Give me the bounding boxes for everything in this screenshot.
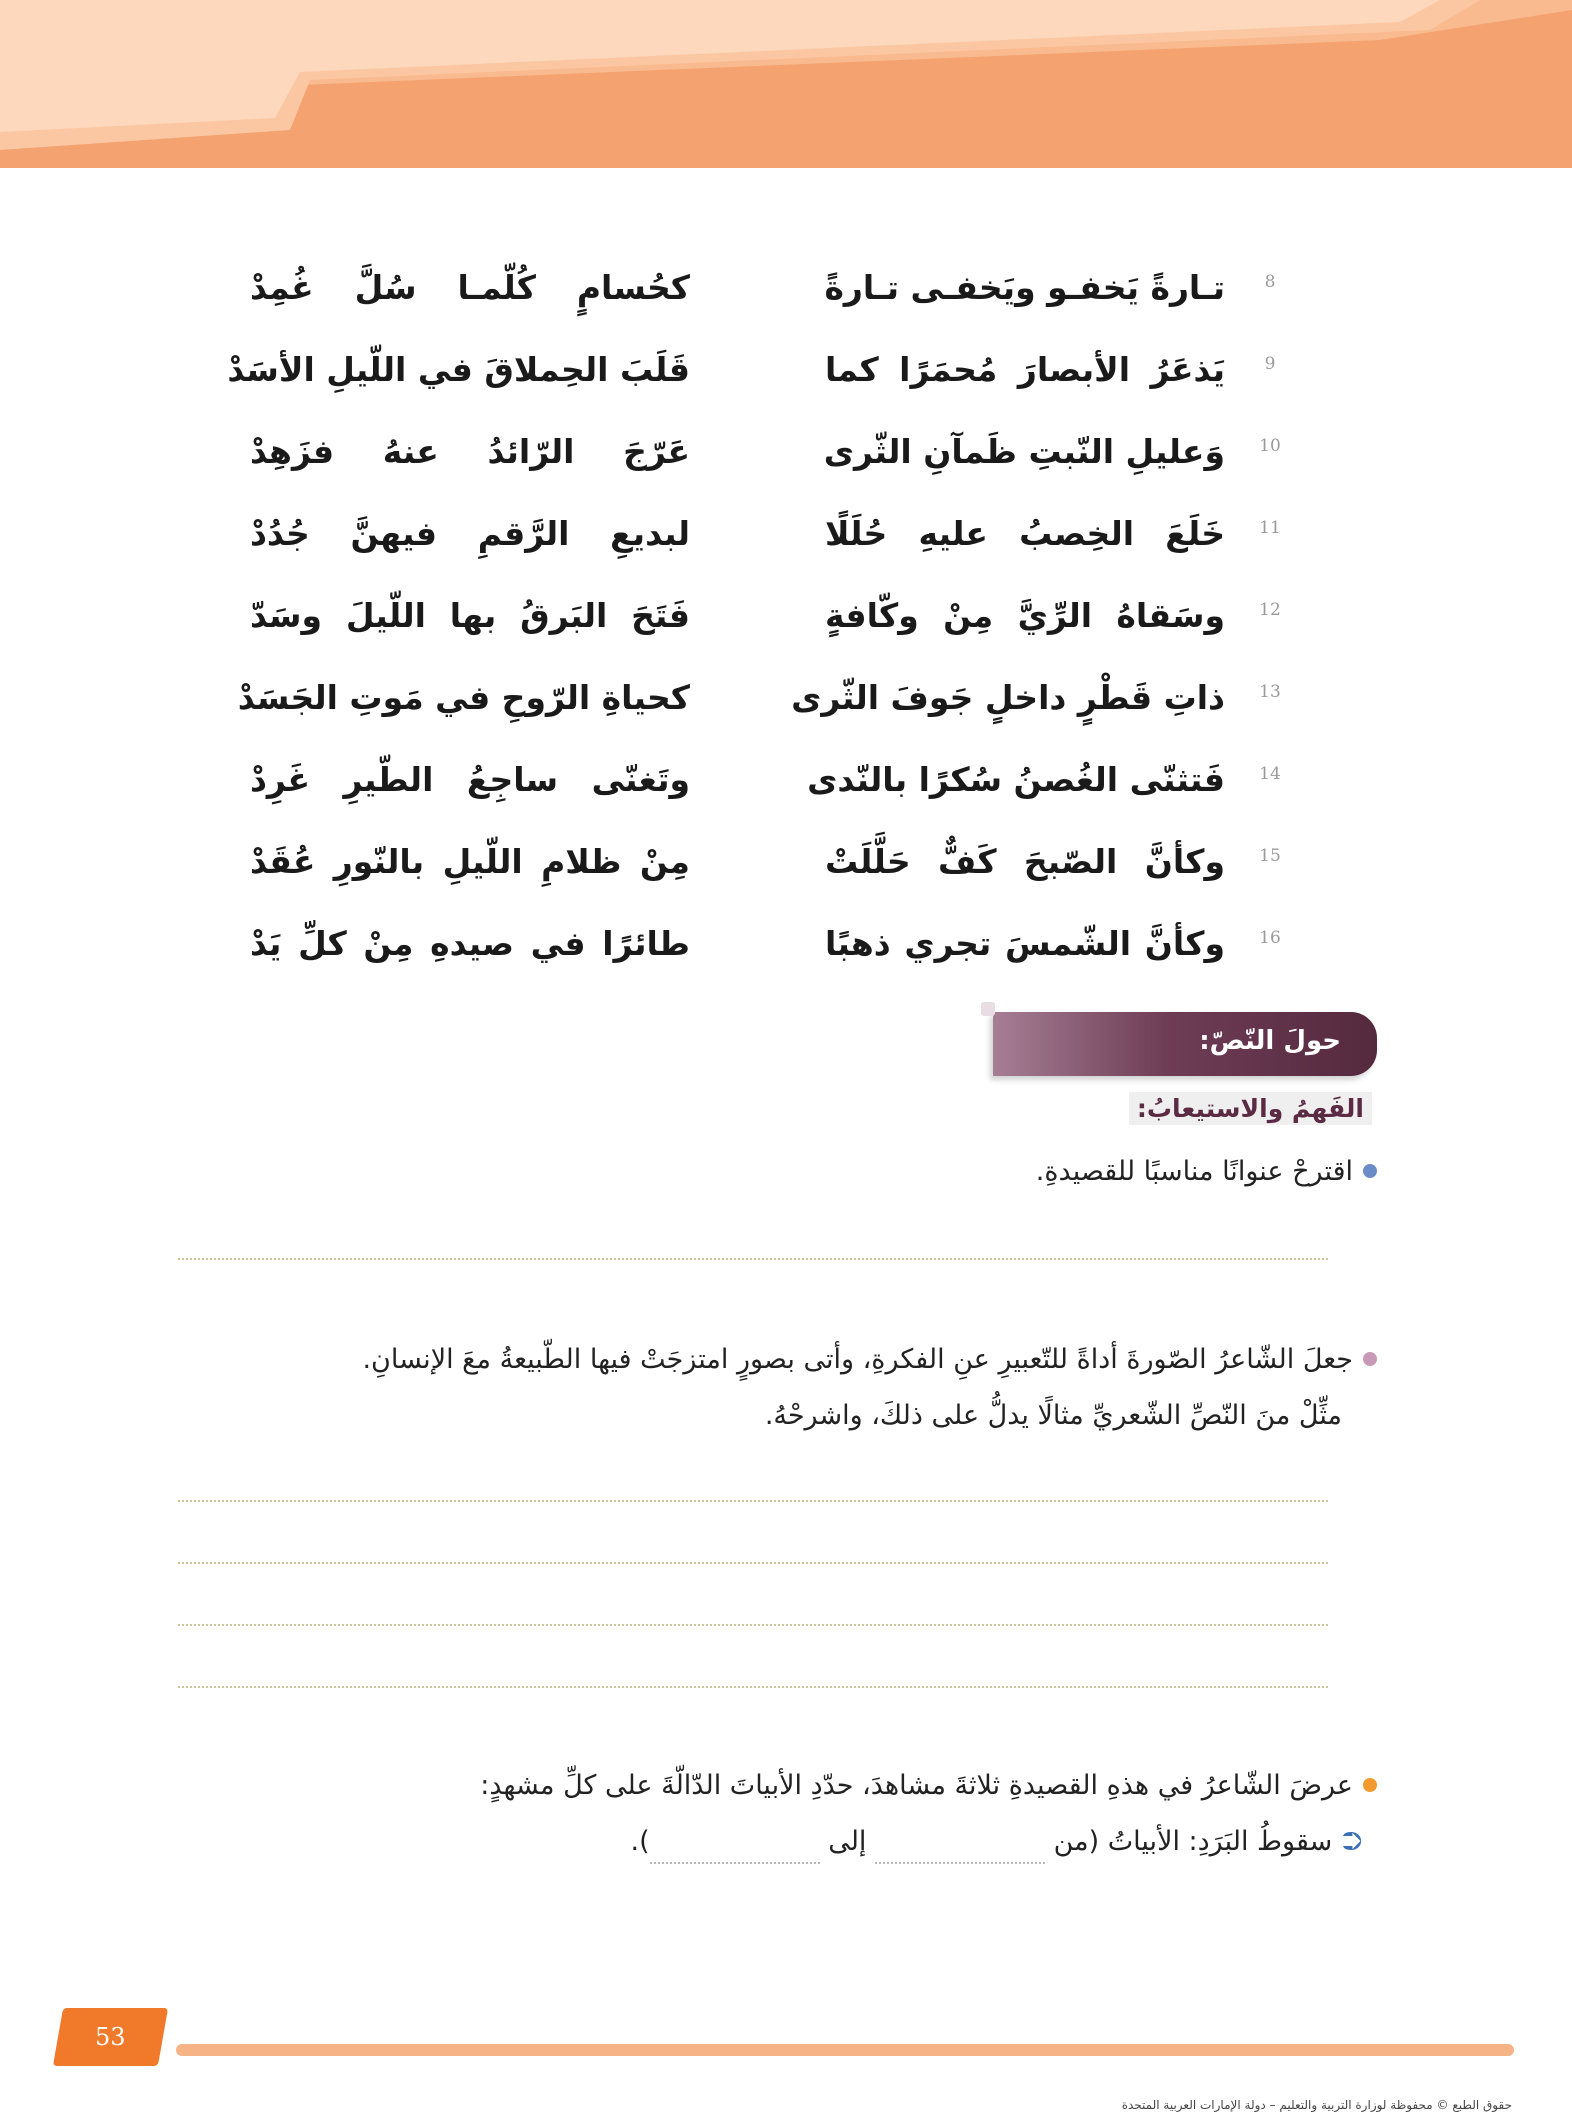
verse <box>230 504 1290 564</box>
verse-second-hemistich: كحياةِ الرّوحِ في مَوتِ الجَسَدْ <box>237 678 690 717</box>
arrow-icon: ⮊ <box>1342 1827 1362 1857</box>
verse-number: 14 <box>1259 764 1281 784</box>
question-3-text: عرضَ الشّاعرُ في هذهِ القصيدةِ ثلاثةَ مشاهدَ، حدّدِ الأبياتَ الدّالّةَ على كلِّ مشهدٍ: <box>480 1770 1353 1801</box>
blank-to-input[interactable] <box>650 1834 820 1864</box>
verse <box>230 258 1290 318</box>
verse-second-hemistich: مِنْ ظلامِ اللّيلِ بالنّورِ عُقَدْ <box>250 842 690 881</box>
section-title: حولَ النّصّ: <box>1199 1026 1341 1056</box>
verse-number: 8 <box>1264 272 1276 292</box>
question-2-line-1: جعلَ الشّاعرُ الصّورةَ أداةً للتّعبيرِ عنِ الفكرةِ، وأتى بصورٍ امتزجَتْ فيها الطّبيعةُ معَ الإنسانِ. <box>362 1344 1353 1375</box>
verse <box>227 340 1290 400</box>
question-3-item-to: إلى <box>828 1826 867 1857</box>
verse <box>230 668 1290 728</box>
verse-number: 9 <box>1264 354 1276 374</box>
verse-second-hemistich: طائرًا في صيدهِ مِنْ كلِّ يَدْ <box>250 924 690 963</box>
page-number: 53 <box>95 2023 126 2051</box>
verse <box>230 914 1290 974</box>
verse-number: 16 <box>1259 928 1281 948</box>
copyright-text: حقوق الطبع © محفوظة لوزارة التربية والتعليم – دولة الإمارات العربية المتحدة <box>1121 2098 1512 2112</box>
answer-line[interactable] <box>178 1562 1328 1564</box>
footer-bar <box>176 2044 1514 2056</box>
verse-second-hemistich: عَرّجَ الرّائدُ عنهُ فزَهِدْ <box>250 432 690 471</box>
verse-second-hemistich: لبديعِ الرَّقمِ فيهنَّ جُدُدْ <box>250 514 690 553</box>
verse-number: 13 <box>1259 682 1281 702</box>
verse-first-hemistich: وكأنَّ الصّبحَ كَفٌّ حَلَّلَتْ <box>825 842 1225 881</box>
verse-second-hemistich: كحُسامٍ كُلّمـا سُلَّ غُمِدْ <box>250 268 690 307</box>
verse-first-hemistich: وسَقاهُ الرِّيَّ مِنْ وكّافةٍ <box>825 596 1225 635</box>
subsection-title: الفَهمُ والاستيعابُ: <box>1129 1092 1372 1125</box>
verse <box>230 832 1290 892</box>
top-banner <box>0 0 1572 168</box>
verse-number: 11 <box>1259 518 1281 538</box>
answer-line[interactable] <box>178 1258 1328 1260</box>
answer-line[interactable] <box>178 1500 1328 1502</box>
banner-shapes <box>0 0 1572 168</box>
verse <box>230 422 1290 482</box>
question-3-item-end: ). <box>630 1826 650 1857</box>
answer-line[interactable] <box>178 1686 1328 1688</box>
question-2-line-2: مثِّلْ منَ النّصِّ الشّعريِّ مثالًا يدلُّ على ذلكَ، واشرحْهُ. <box>764 1400 1342 1431</box>
blank-from-input[interactable] <box>875 1834 1045 1864</box>
verse-number: 12 <box>1259 600 1281 620</box>
question-2-continued <box>765 1394 1342 1438</box>
question-3-item-label: سقوطُ البَرَدِ: الأبياتُ (من <box>1053 1826 1333 1857</box>
verse-number: 10 <box>1259 436 1281 456</box>
verse-first-hemistich: فَتثنّى الغُصنُ سُكرًا بالنّدى <box>807 760 1225 799</box>
question-2 <box>362 1338 1377 1382</box>
verse-second-hemistich: وتَغنّى ساجِعُ الطّيرِ غَرِدْ <box>250 760 690 799</box>
answer-line[interactable] <box>178 1624 1328 1626</box>
orange-bullet-icon <box>1363 1778 1377 1792</box>
question-3-item <box>630 1820 1362 1864</box>
verse-second-hemistich: قَلَبَ الحِملاقَ في اللّيلِ الأسَدْ <box>227 350 690 389</box>
pink-bullet-icon <box>1363 1352 1377 1366</box>
verse-number: 15 <box>1259 846 1281 866</box>
section-header-tab <box>993 1012 1377 1076</box>
verse-first-hemistich: خَلَعَ الخِصبُ عليهِ حُلَلًا <box>825 514 1225 553</box>
verse <box>230 586 1290 646</box>
verse <box>230 750 1290 810</box>
page-number-badge <box>53 2008 168 2066</box>
question-1 <box>1036 1150 1377 1194</box>
verse-first-hemistich: وَعليلِ النّبتِ ظَمآنِ الثّرى <box>823 432 1225 471</box>
verse-first-hemistich: تـارةً يَخفـو ويَخفـى تـارةً <box>824 268 1225 307</box>
verse-second-hemistich: فَتَحَ البَرقُ بها اللّيلَ وسَدّ <box>250 596 690 635</box>
verse-first-hemistich: يَذعَرُ الأبصارَ مُحمَرًا كما <box>825 350 1225 389</box>
question-1-text: اقترحْ عنوانًا مناسبًا للقصيدةِ. <box>1035 1156 1353 1187</box>
blue-bullet-icon <box>1363 1164 1377 1178</box>
question-3 <box>480 1764 1377 1808</box>
verse-first-hemistich: ذاتِ قَطْرٍ داخلٍ جَوفَ الثّرى <box>791 678 1225 717</box>
verse-first-hemistich: وكأنَّ الشّمسَ تجري ذهبًا <box>825 924 1225 963</box>
